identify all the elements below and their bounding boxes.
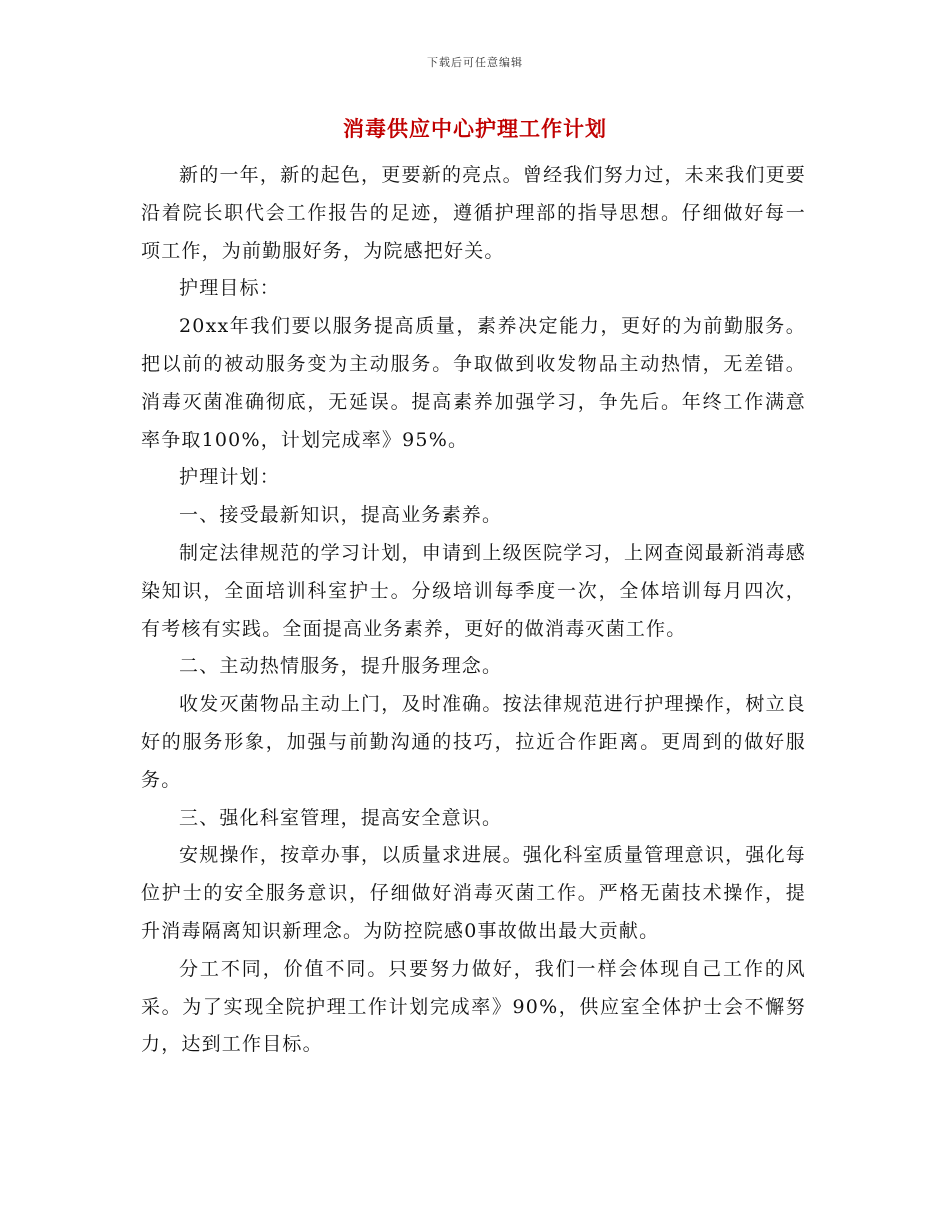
plan-item-3-heading: 三、强化科室管理，提高安全意识。 — [179, 806, 503, 829]
section-heading-plan: 护理计划： — [179, 466, 281, 489]
document-body — [141, 157, 806, 1064]
plan-item-2-heading: 二、主动热情服务，提升服务理念。 — [179, 655, 503, 678]
plan-item-3-paragraph: 安规操作，按章办事，以质量求进展。强化科室质量管理意识，强化每位护士的安全服务意识，仔细做好消毒灭菌工作。严格无菌技术操作，提升消毒隔离知识新理念。为防控院感0事故做出最大贡献。 — [141, 844, 806, 942]
plan-item-2-paragraph: 收发灭菌物品主动上门，及时准确。按法律规范进行护理操作，树立良好的服务形象，加强与前勤沟通的技巧，拉近合作距离。更周到的做好服务。 — [141, 693, 806, 791]
section-heading-goals: 护理目标： — [179, 277, 281, 300]
intro-paragraph: 新的一年，新的起色，更要新的亮点。曾经我们努力过，未来我们更要沿着院长职代会工作报告的足迹，遵循护理部的指导思想。仔细做好每一项工作，为前勤服好务，为院感把好关。 — [141, 164, 806, 262]
document-title: 消毒供应中心护理工作计划 — [343, 116, 607, 141]
plan-item-1-paragraph: 制定法律规范的学习计划，申请到上级医院学习，上网查阅最新消毒感染知识，全面培训科室护士。分级培训每季度一次，全体培训每月四次，有考核有实践。全面提高业务素养，更好的做消毒灭菌工作。 — [141, 541, 806, 640]
plan-item-1-heading: 一、接受最新知识，提高业务素养。 — [179, 504, 503, 527]
page-header-note: 下载后可任意编辑 — [427, 56, 523, 69]
goals-paragraph: 20xx年我们要以服务提高质量，素养决定能力，更好的为前勤服务。把以前的被动服务变为主动服务。争取做到收发物品主动热情，无差错。消毒灭菌准确彻底，无延误。提高素养加强学习，争先后。年终工作满意率争取100%，计划完成率》95%。 — [141, 315, 806, 451]
closing-paragraph: 分工不同，价值不同。只要努力做好，我们一样会体现自己工作的风采。为了实现全院护理工作计划完成率》90%，供应室全体护士会不懈努力，达到工作目标。 — [141, 957, 806, 1056]
